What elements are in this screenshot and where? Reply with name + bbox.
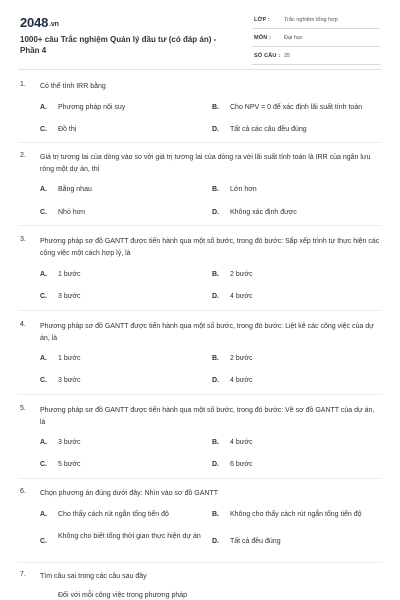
option-text: 4 bước — [230, 293, 253, 300]
option-letter: D. — [212, 126, 219, 133]
option-letter: A. — [40, 355, 47, 362]
option-text: Phương pháp nội suy — [58, 104, 126, 111]
option-text: 5 bước — [58, 461, 81, 468]
question-number: 5. — [20, 405, 26, 412]
meta-value: 25 — [284, 53, 291, 59]
option-letter: B. — [212, 511, 219, 518]
option-letter: D. — [212, 293, 219, 300]
question-text: Phương pháp sơ đồ GANTT được tiến hành qua một số bước, trong đó bước: Vẽ sơ đồ GANTT của dự án, là — [40, 407, 375, 426]
question-text: Chọn phương án đúng dưới đây: Nhìn vào sơ đồ GANTT — [40, 490, 219, 497]
option-letter: A. — [40, 271, 47, 278]
option-text: 3 bước — [58, 293, 81, 300]
option-letter: C. — [40, 293, 47, 300]
header-divider — [18, 69, 382, 70]
option-letter: D. — [212, 377, 219, 384]
question-text: Tìm câu sai trong các câu sau đây — [40, 573, 147, 580]
question-text: Có thể tính IRR bằng — [40, 83, 106, 90]
option-letter: C. — [40, 461, 47, 468]
question-text: Phương pháp sơ đồ GANTT được tiến hành qua một số bước, trong đó bước: Sắp xếp trình tự thực hiện các công việc một cách hợp lý, là — [40, 238, 380, 257]
option-text: Cho NPV = 0 để xác định lãi suất tính toán — [230, 104, 363, 111]
option-text: Tất cả đều đúng — [230, 538, 281, 545]
option-text: Bằng nhau — [58, 186, 92, 193]
meta-value: Trắc nghiệm tổng hợp — [284, 17, 338, 23]
logo-tld: .vn — [49, 21, 59, 28]
meta-label: MÔN : — [254, 35, 272, 41]
option-text: Không xác định được — [230, 209, 297, 216]
logo-number: 2048 — [20, 15, 49, 30]
question-number: 7. — [20, 571, 26, 578]
option-text: 6 bước — [230, 461, 253, 468]
option-text: 3 bước — [58, 377, 81, 384]
question-number: 4. — [20, 321, 26, 328]
option-text: 4 bước — [230, 377, 253, 384]
meta-value: Đại học — [284, 35, 303, 41]
option-text: Tất cả các câu đều đúng — [230, 126, 307, 133]
meta-row-class — [252, 14, 380, 29]
question-number: 3. — [20, 236, 26, 243]
question-divider — [18, 478, 382, 479]
document-title: 1000+ câu Trắc nghiệm Quản lý đầu tư (có đáp án) - Phần 4 — [20, 35, 217, 55]
option-text: 1 bước — [58, 271, 81, 278]
question-divider — [18, 142, 382, 143]
question-divider — [18, 225, 382, 226]
meta-row-subject — [252, 32, 380, 47]
option-text: Đối với mỗi công việc trong phương pháp — [58, 592, 188, 599]
question-number: 2. — [20, 152, 26, 159]
option-letter: B. — [212, 186, 219, 193]
option-text: 4 bước — [230, 439, 253, 446]
option-letter: C. — [40, 538, 47, 545]
question-text: Giá trị tương lai của dòng vào so với giá trị tương lai của dòng ra với lãi suất tính toán là IRR của ngân lưu ròng một dự án, thì — [40, 154, 371, 173]
option-text: Lớn hơn — [230, 186, 257, 193]
meta-label: LỚP : — [254, 17, 270, 23]
option-text: 1 bước — [58, 355, 81, 362]
document-header — [0, 0, 400, 68]
option-letter: B. — [212, 104, 219, 111]
document-meta — [252, 14, 380, 68]
question-number: 6. — [20, 488, 26, 495]
site-logo[interactable] — [20, 15, 59, 30]
option-letter: C. — [40, 126, 47, 133]
option-letter: B. — [212, 355, 219, 362]
option-letter: C. — [40, 377, 47, 384]
option-letter: B. — [212, 271, 219, 278]
meta-label: SỐ CÂU : — [254, 53, 281, 59]
question-text: Phương pháp sơ đồ GANTT được tiến hành qua một số bước, trong đó bước: Liệt kê các công việc của dự án, là — [40, 323, 374, 342]
option-letter: D. — [212, 538, 219, 545]
meta-row-count — [252, 50, 380, 65]
option-text: Không cho thấy cách rút ngắn tổng tiến độ — [230, 511, 362, 518]
option-letter: A. — [40, 186, 47, 193]
option-letter: C. — [40, 209, 47, 216]
option-letter: A. — [40, 104, 47, 111]
option-text: Đồ thị — [58, 126, 77, 133]
option-letter: B. — [212, 439, 219, 446]
option-letter: A. — [40, 511, 47, 518]
option-text: 2 bước — [230, 355, 253, 362]
question-number: 1. — [20, 81, 26, 88]
option-text: Cho thấy cách rút ngắn tổng tiến độ — [58, 511, 169, 518]
question-divider — [18, 562, 382, 563]
option-text: 2 bước — [230, 271, 253, 278]
option-letter: D. — [212, 461, 219, 468]
option-text: Không cho biết tổng thời gian thực hiện dự án — [58, 533, 201, 540]
option-letter: A. — [40, 439, 47, 446]
question-divider — [18, 310, 382, 311]
option-text: 3 bước — [58, 439, 81, 446]
question-divider — [18, 394, 382, 395]
option-letter: D. — [212, 209, 219, 216]
option-text: Nhỏ hơn — [58, 209, 86, 216]
